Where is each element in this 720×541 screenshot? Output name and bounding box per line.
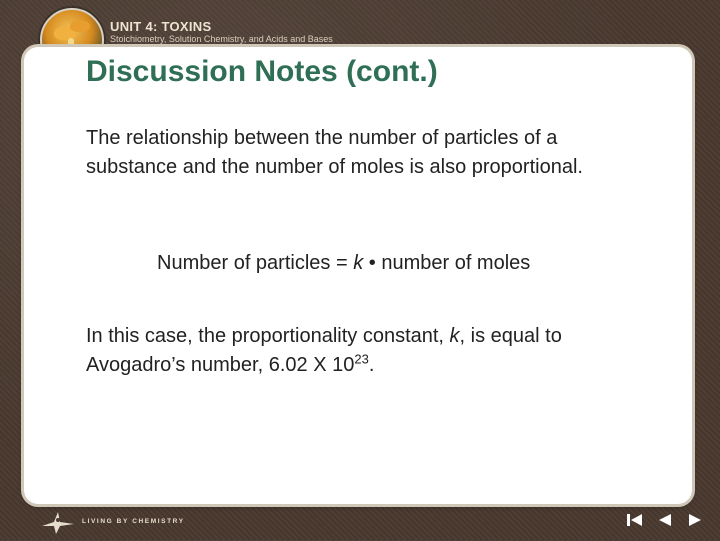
- paragraph-avogadro: [86, 322, 646, 380]
- unit-subtitle: Stoichiometry, Solution Chemistry, and Acids and Bases: [110, 34, 333, 44]
- footer-brand-text: LIVING BY CHEMISTRY: [82, 518, 185, 525]
- living-by-chemistry-logo-icon: [40, 508, 76, 536]
- unit-title: UNIT 4: TOXINS: [110, 19, 212, 34]
- next-slide-icon[interactable]: [686, 512, 704, 528]
- previous-slide-icon[interactable]: [656, 512, 674, 528]
- slide-navigation: [626, 512, 704, 528]
- equation: [157, 252, 530, 275]
- avogadro-text-part1: In this case, the proportionality constant,: [86, 325, 450, 347]
- slide-content-card: [24, 47, 692, 504]
- first-slide-icon[interactable]: [626, 512, 644, 528]
- equation-k: k: [353, 252, 364, 274]
- avogadro-exponent: 23: [354, 351, 369, 367]
- equation-bullet: •: [363, 252, 382, 274]
- avogadro-k: k: [449, 325, 460, 347]
- avogadro-text-part3: .: [368, 354, 375, 376]
- avogadro-text-part2: , is equal to Avogadro’s number, 6.02 X 10: [86, 325, 562, 376]
- equation-right: number of moles: [381, 252, 531, 274]
- paragraph-particles-moles: The relationship between the number of particles of a substance and the number of moles is also proportional.: [86, 127, 583, 178]
- slide-title: Discussion Notes (cont.): [86, 55, 438, 88]
- equation-left: Number of particles =: [157, 252, 354, 274]
